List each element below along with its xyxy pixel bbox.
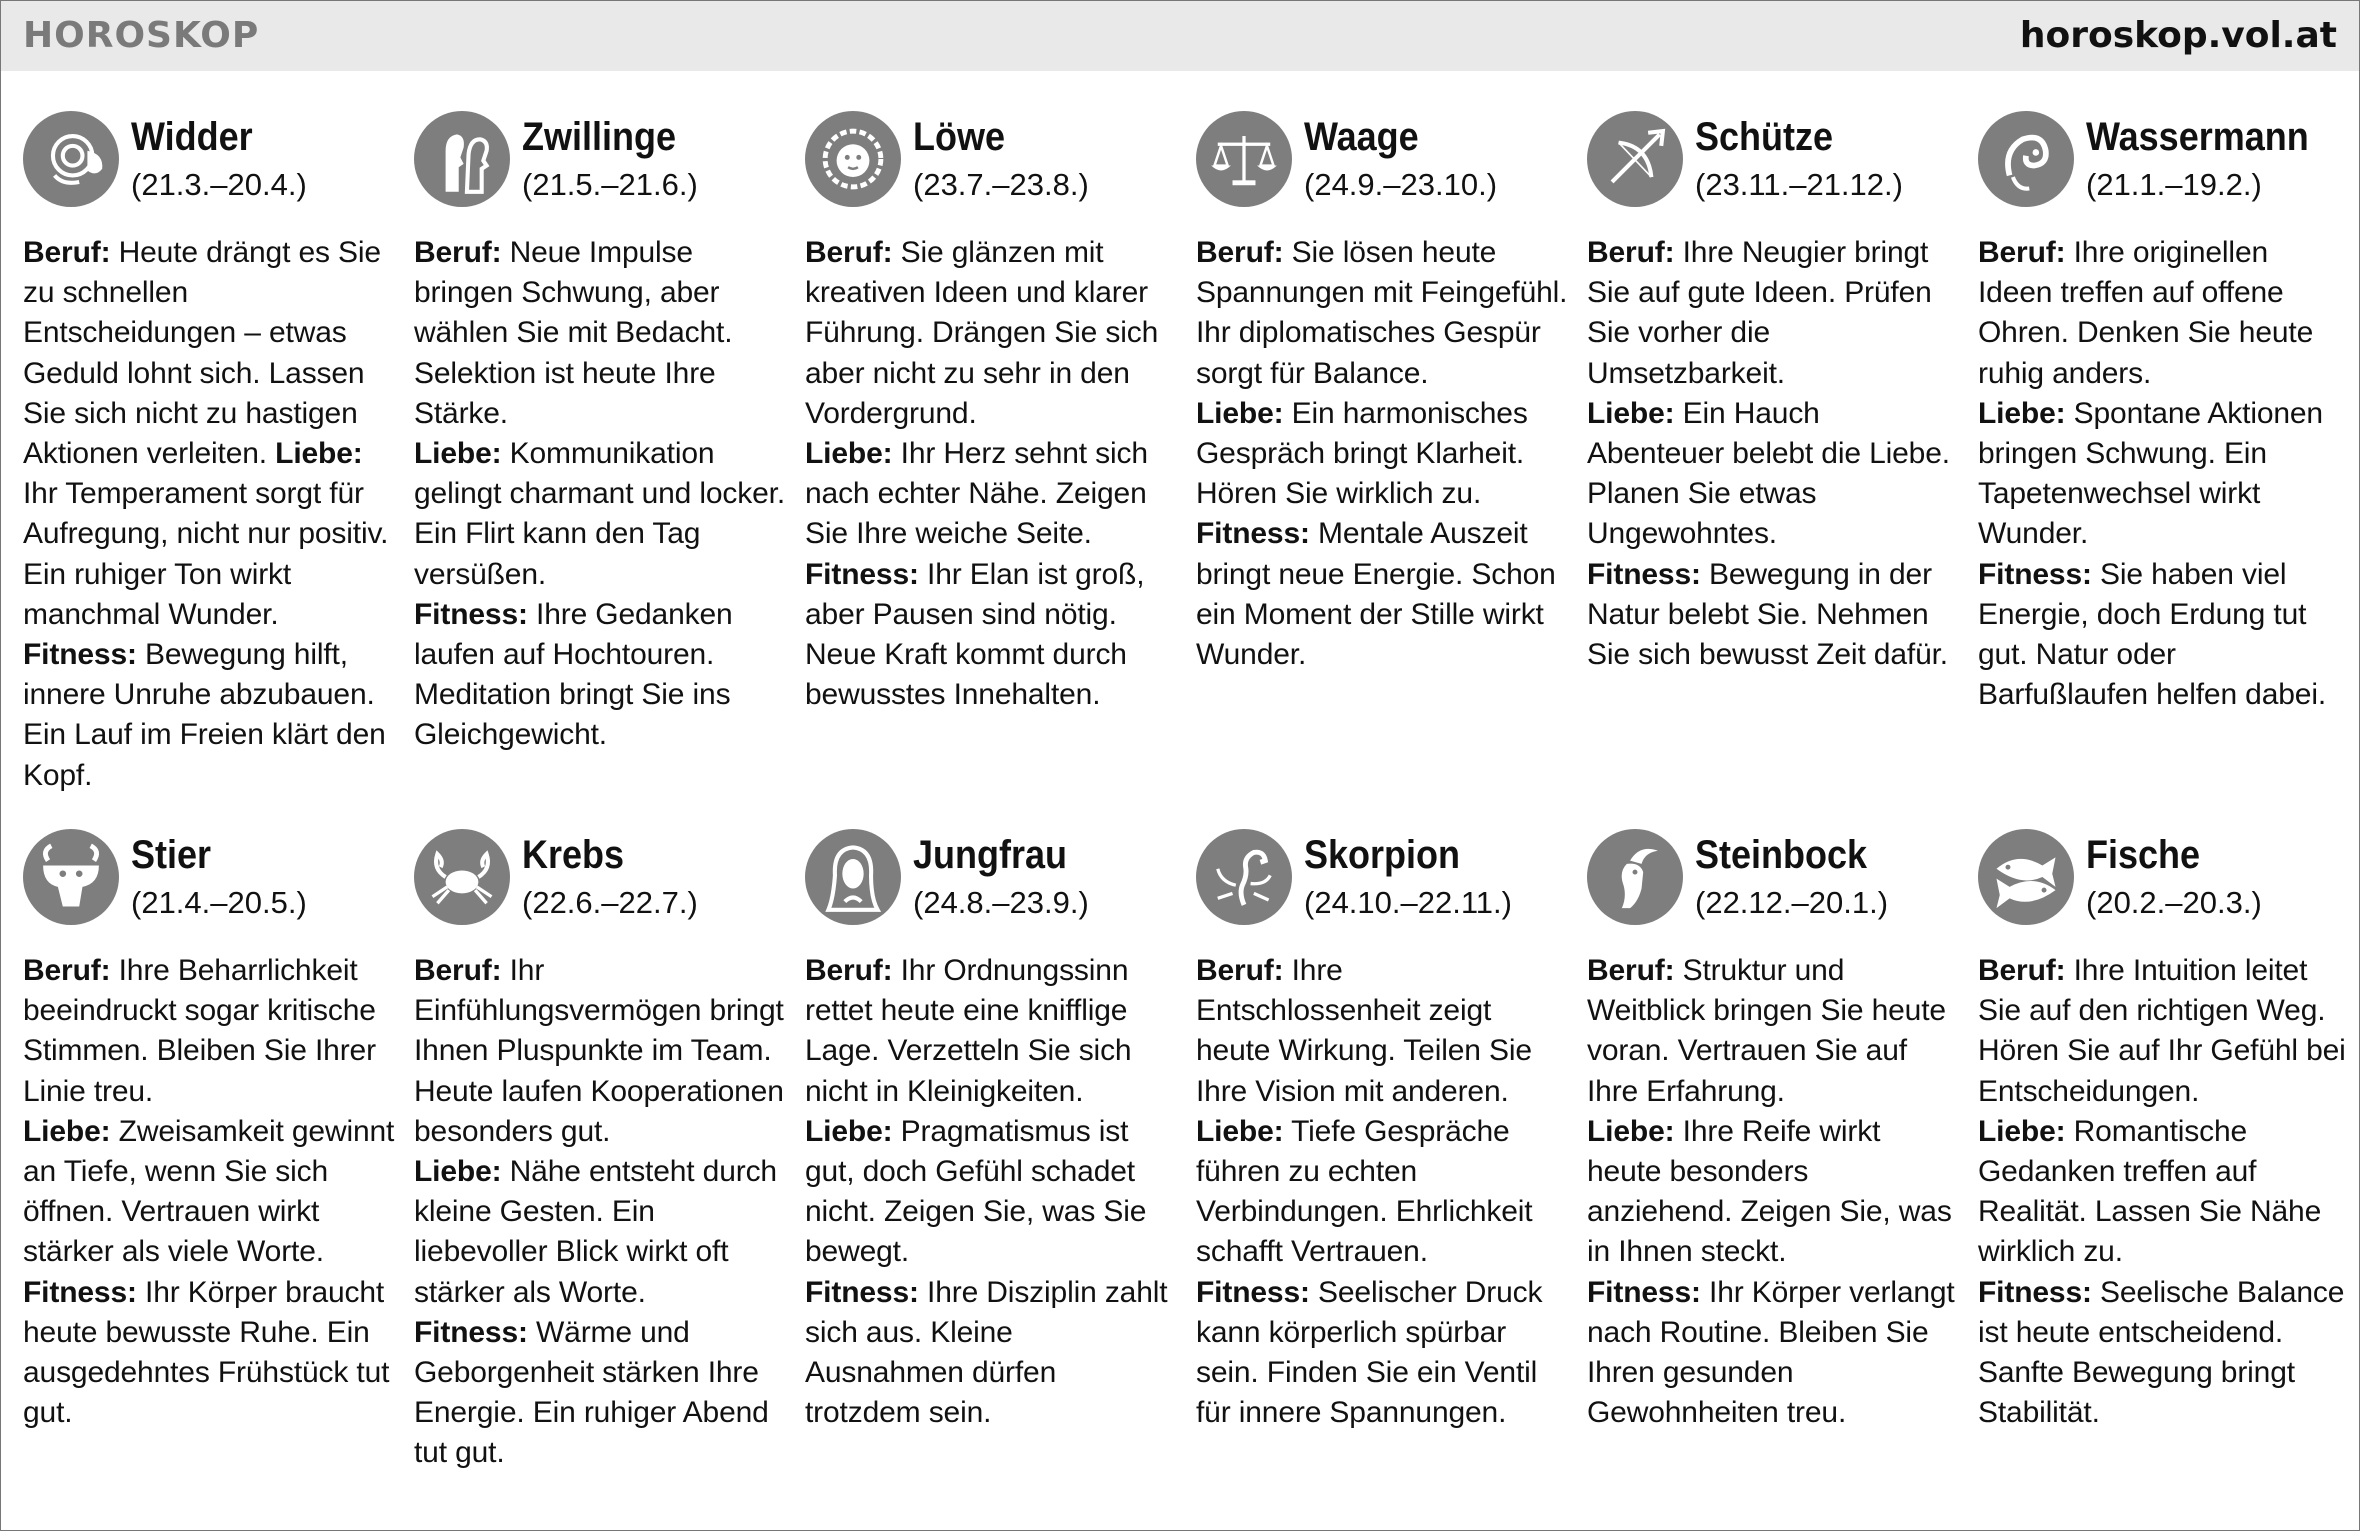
sign-name: Jungfrau bbox=[913, 833, 1068, 877]
sign-skorpion bbox=[1196, 827, 1568, 1433]
sign-dates: (24.8.–23.9.) bbox=[913, 885, 1089, 920]
sign-name: Skorpion bbox=[1304, 833, 1461, 877]
sign-name: Steinbock bbox=[1695, 833, 1868, 877]
sign-dates: (21.3.–20.4.) bbox=[131, 167, 307, 202]
scales-icon bbox=[1196, 111, 1292, 207]
sign-name: Widder bbox=[131, 115, 253, 159]
sign-dates: (21.1.–19.2.) bbox=[2086, 167, 2262, 202]
sign-dates: (21.4.–20.5.) bbox=[131, 885, 307, 920]
sign-name: Wassermann bbox=[2086, 115, 2309, 159]
sign-name: Schütze bbox=[1695, 115, 1834, 159]
sign-text: Beruf: Ihre Beharrlichkeit beeindruckt sogar kritische Stimmen. Bleiben Sie Ihrer Linie treu. Liebe: Zweisamkeit gewinnt an Tiefe, wenn Sie sich öffnen. Vertrauen wirkt stärker als viele Worte. Fitness: Ihr Körper braucht heute bewusste Ruhe. Ein ausgedehntes Frühstück tut gut. bbox=[23, 954, 395, 1430]
fish-icon bbox=[1978, 829, 2074, 925]
sign-name: Waage bbox=[1304, 115, 1419, 159]
sign-text: Beruf: Heute drängt es Sie zu schnellen Entscheidungen – etwas Geduld lohnt sich. Lassen Sie sich nicht zu hastigen Aktionen verleiten. Liebe: Ihr Temperament sorgt für Aufregung, nicht nur positiv. Ein ruhiger Ton wirkt manchmal Wunder. Fitness: Bewegung hilft, innere Unruhe abzubauen. Ein Lauf im Freien klärt den Kopf. bbox=[23, 236, 389, 792]
sign-name: Zwillinge bbox=[522, 115, 677, 159]
sign-text: Beruf: Sie lösen heute Spannungen mit Feingefühl. Ihr diplomatisches Gespür sorgt für Balance. Liebe: Ein harmonisches Gespräch bringt Klarheit. Hören Sie wirklich zu. Fitness: Mentale Auszeit bringt neue Energie. Schon ein Moment der Stille wirkt Wunder. bbox=[1196, 236, 1568, 672]
sign-text: Beruf: Ihre Entschlossenheit zeigt heute Wirkung. Teilen Sie Ihre Vision mit anderen. Liebe: Tiefe Gespräche führen zu echten Verbindungen. Ehrlichkeit schafft Vertrauen. Fitness: Seelischer Druck kann körperlich spürbar sein. Finden Sie ein Ventil für innere Spannungen. bbox=[1196, 954, 1543, 1430]
sign-text: Beruf: Ihre Intuition leitet Sie auf den richtigen Weg. Hören Sie auf Ihr Gefühl bei Entscheidungen. Liebe: Romantische Gedanken treffen auf Realität. Lassen Sie Nähe wirklich zu. Fitness: Seelische Balance ist heute entscheidend. Sanfte Bewegung bringt Stabilität. bbox=[1978, 954, 2346, 1430]
sign-stier bbox=[23, 827, 395, 1433]
sign-text: Beruf: Sie glänzen mit kreativen Ideen und klarer Führung. Drängen Sie sich aber nicht zu sehr in den Vordergrund. Liebe: Ihr Herz sehnt sich nach echter Nähe. Zeigen Sie Ihre weiche Seite. Fitness: Ihr Elan ist groß, aber Pausen sind nötig. Neue Kraft kommt durch bewusstes Innehalten. bbox=[805, 236, 1159, 712]
sign-dates: (21.5.–21.6.) bbox=[522, 167, 698, 202]
goat-icon bbox=[1587, 829, 1683, 925]
sign-text: Beruf: Ihre originellen Ideen treffen auf offene Ohren. Denken Sie heute ruhig anders. Liebe: Spontane Aktionen bringen Schwung. Ein Tapetenwechsel wirkt Wunder. Fitness: Sie haben viel Energie, doch Erdung tut gut. Natur oder Barfußlaufen helfen dabei. bbox=[1978, 236, 2327, 712]
sign-name: Krebs bbox=[522, 833, 625, 877]
sign-text: Beruf: Ihr Einfühlungsvermögen bringt Ihnen Pluspunkte im Team. Heute laufen Kooperationen besonders gut. Liebe: Nähe entsteht durch kleine Gesten. Ein liebevoller Blick wirkt oft stärker als Worte. Fitness: Wärme und Geborgenheit stärken Ihre Energie. Ein ruhiger Abend tut gut. bbox=[414, 954, 784, 1470]
header-bar bbox=[1, 1, 2359, 71]
sign-dates: (23.7.–23.8.) bbox=[913, 167, 1089, 202]
sign-krebs bbox=[414, 827, 786, 1474]
crab-icon bbox=[414, 829, 510, 925]
sign-text: Beruf: Ihr Ordnungssinn rettet heute eine knifflige Lage. Verzetteln Sie sich nicht in Kleinigkeiten. Liebe: Pragmatismus ist gut, doch Gefühl schadet nicht. Zeigen Sie, was Sie bewegt. Fitness: Ihre Disziplin zahlt sich aus. Kleine Ausnahmen dürfen trotzdem sein. bbox=[805, 954, 1168, 1430]
archer-icon bbox=[1587, 111, 1683, 207]
sign-dates: (23.11.–21.12.) bbox=[1695, 167, 1903, 202]
ram-icon bbox=[23, 111, 119, 207]
sign-wassermann bbox=[1978, 109, 2350, 715]
sign-schuetze bbox=[1587, 109, 1959, 675]
twins-icon bbox=[414, 111, 510, 207]
sign-text: Beruf: Struktur und Weitblick bringen Sie heute voran. Vertrauen Sie auf Ihre Erfahrung. Liebe: Ihre Reife wirkt heute besonders anziehend. Zeigen Sie, was in Ihnen steckt. Fitness: Ihr Körper verlangt nach Routine. Bleiben Sie Ihren gesunden Gewohnheiten treu. bbox=[1587, 954, 1955, 1430]
sign-dates: (24.10.–22.11.) bbox=[1304, 885, 1512, 920]
sign-dates: (24.9.–23.10.) bbox=[1304, 167, 1498, 202]
sign-name: Fische bbox=[2086, 833, 2201, 877]
virgin-icon bbox=[805, 829, 901, 925]
sign-name: Löwe bbox=[913, 115, 1006, 159]
sign-fische bbox=[1978, 827, 2350, 1433]
water-bearer-icon bbox=[1978, 111, 2074, 207]
bull-icon bbox=[23, 829, 119, 925]
sign-dates: (22.6.–22.7.) bbox=[522, 885, 698, 920]
sign-dates: (22.12.–20.1.) bbox=[1695, 885, 1889, 920]
sign-text: Beruf: Neue Impulse bringen Schwung, aber wählen Sie mit Bedacht. Selektion ist heute Ihre Stärke. Liebe: Kommunikation gelingt charmant und locker. Ein Flirt kann den Tag versüßen. Fitness: Ihre Gedanken laufen auf Hochtouren. Meditation bringt Sie ins Gleichgewicht. bbox=[414, 236, 786, 752]
sign-name: Stier bbox=[131, 833, 212, 877]
page-title: HOROSKOP bbox=[23, 15, 260, 56]
sign-dates: (20.2.–20.3.) bbox=[2086, 885, 2262, 920]
sign-steinbock bbox=[1587, 827, 1959, 1433]
lion-icon bbox=[805, 111, 901, 207]
site-url: horoskop.vol.at bbox=[2019, 15, 2337, 56]
sign-jungfrau bbox=[805, 827, 1177, 1433]
sign-zwillinge bbox=[414, 109, 786, 756]
sign-widder bbox=[23, 109, 395, 796]
sign-waage bbox=[1196, 109, 1568, 675]
sign-text: Beruf: Ihre Neugier bringt Sie auf gute Ideen. Prüfen Sie vorher die Umsetzbarkeit. Liebe: Ein Hauch Abenteuer belebt die Liebe. Planen Sie etwas Ungewohntes. Fitness: Bewegung in der Natur belebt Sie. Nehmen Sie sich bewusst Zeit dafür. bbox=[1587, 236, 1950, 672]
scorpion-icon bbox=[1196, 829, 1292, 925]
sign-loewe bbox=[805, 109, 1177, 715]
